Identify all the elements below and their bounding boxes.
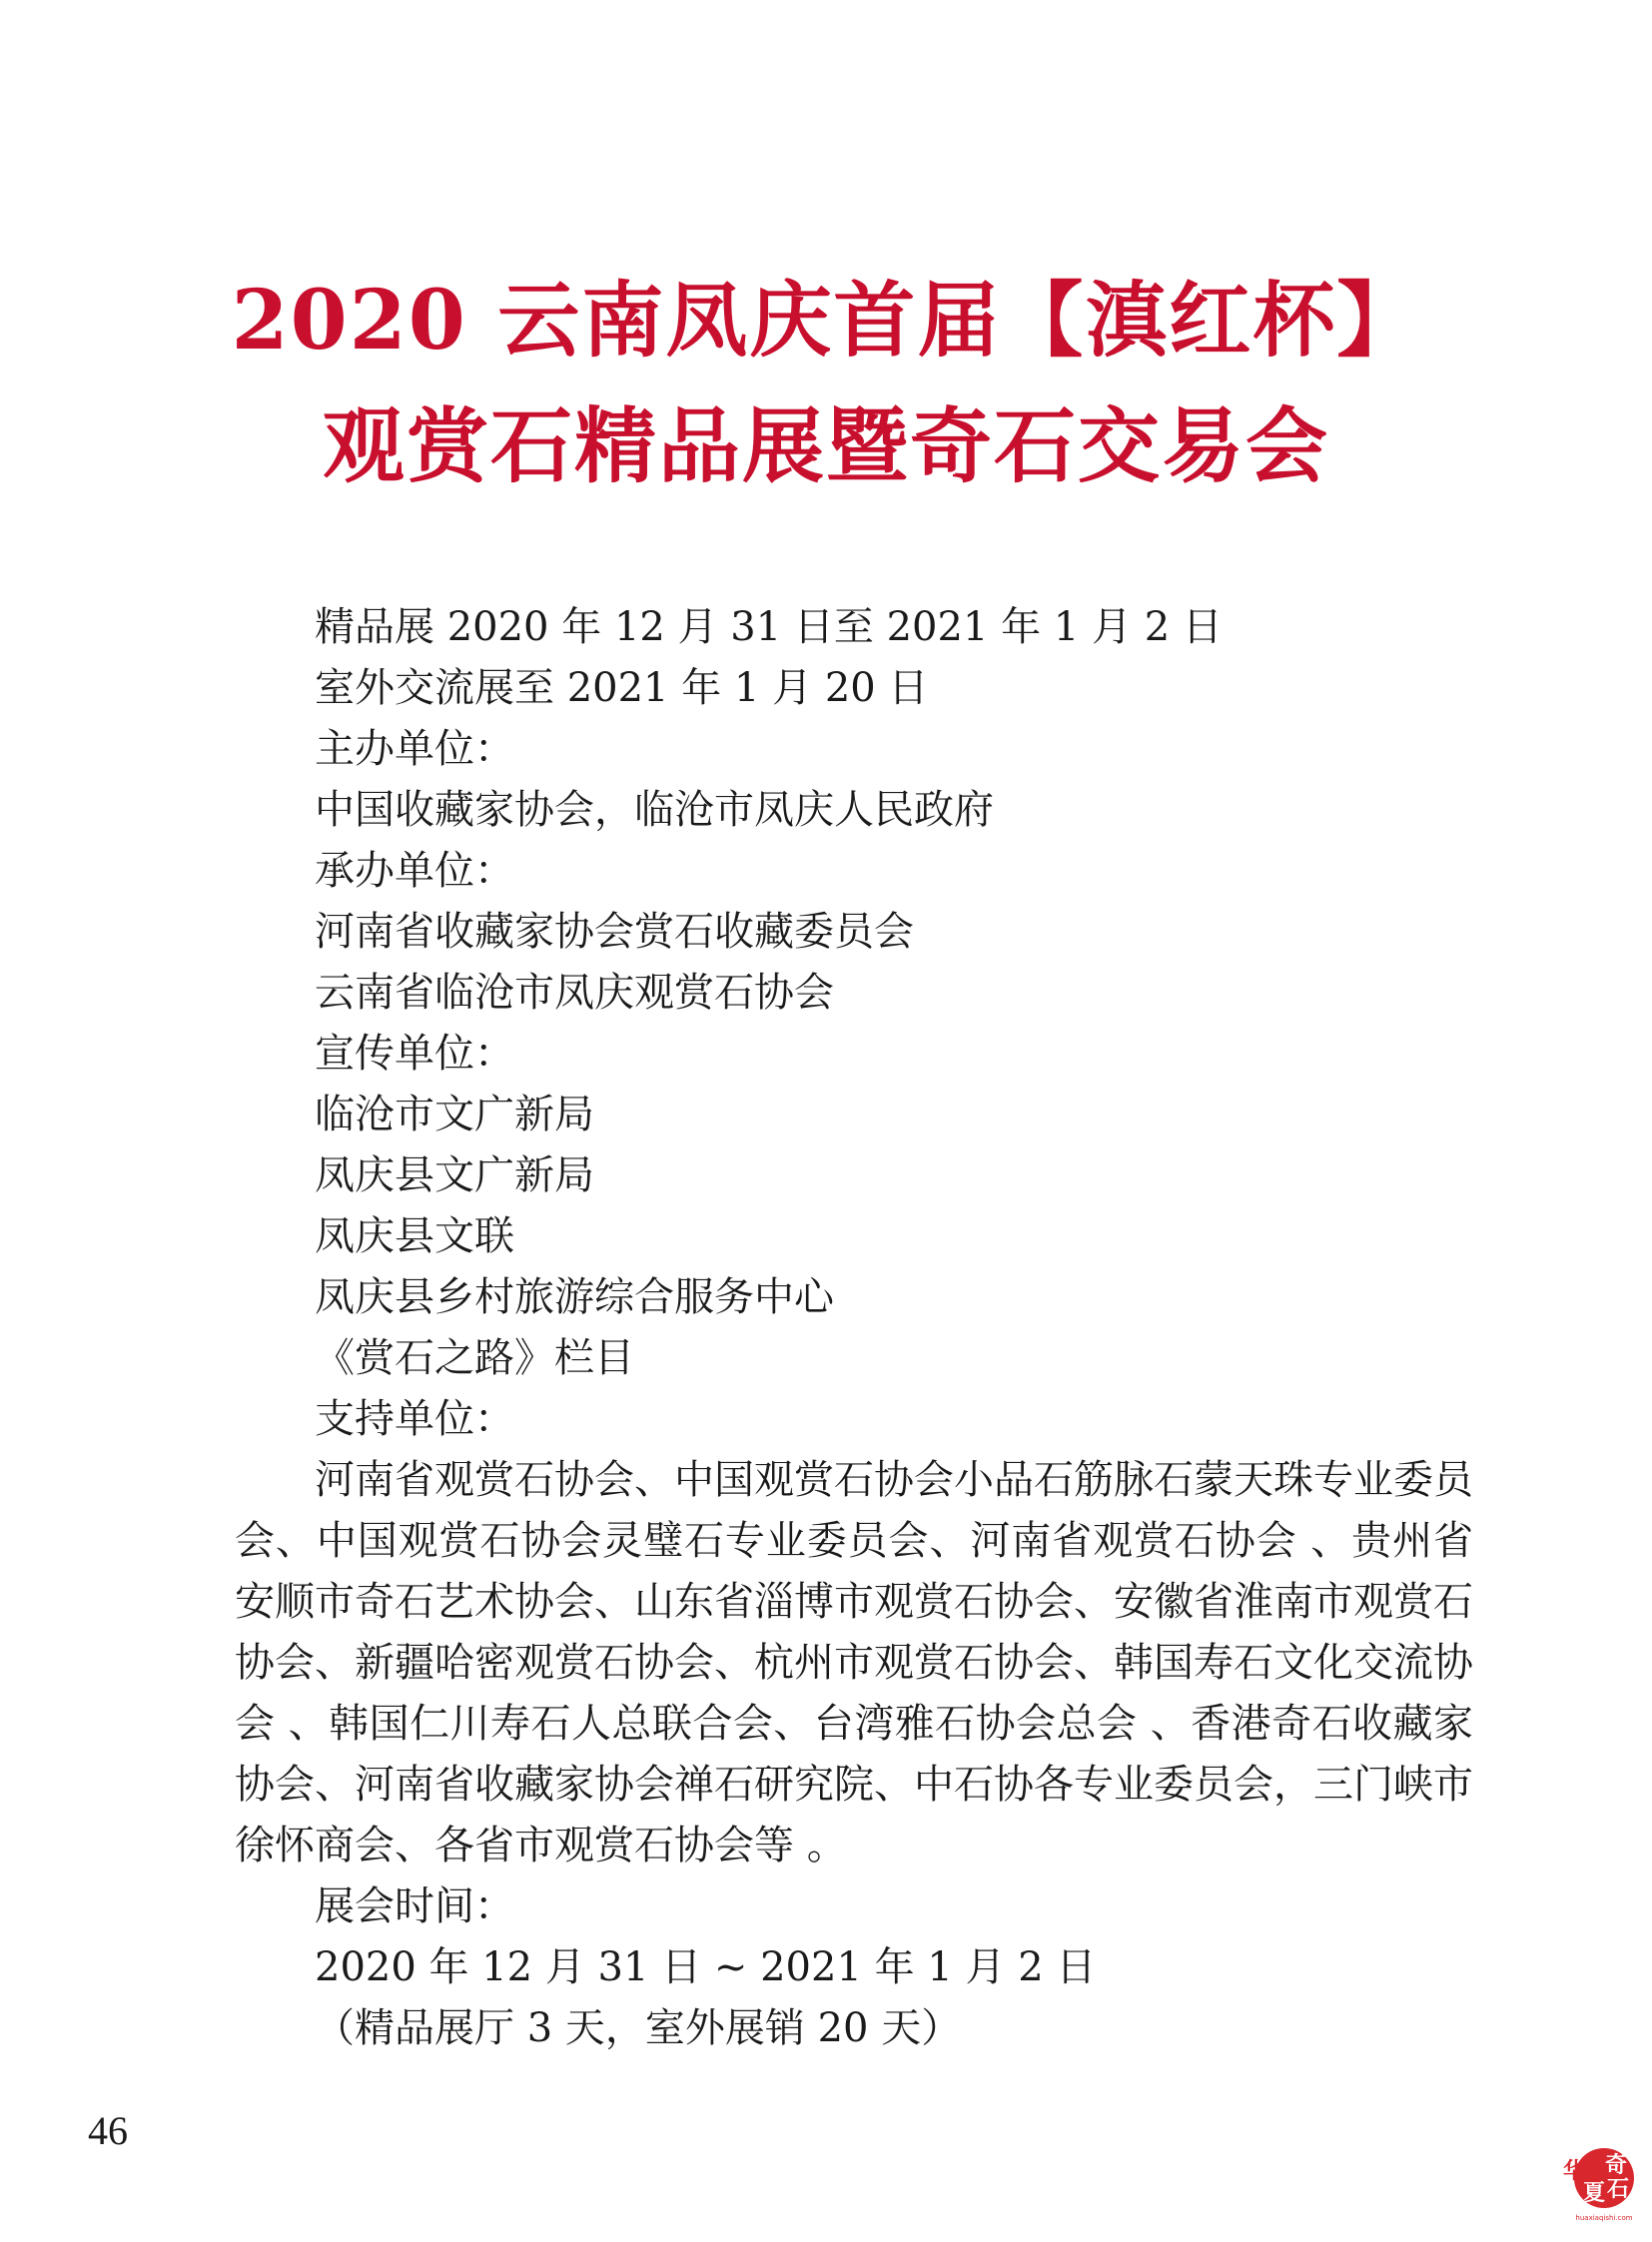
- section-heading-host: 主办单位：: [315, 726, 514, 772]
- page-number: 46: [88, 2108, 128, 2153]
- watermark-logo-icon: [1558, 2142, 1642, 2226]
- body-line: 2020 年 12 月 31 日 ~ 2021 年 1 月 2 日: [315, 1944, 1097, 1990]
- body-line: （精品展厅 3 天，室外展销 20 天）: [315, 2005, 962, 2051]
- body-line: 凤庆县乡村旅游综合服务中心: [315, 1274, 834, 1320]
- body-line: 中国收藏家协会，临沧市凤庆人民政府: [315, 787, 994, 833]
- section-heading-publicity: 宣传单位：: [315, 1031, 514, 1077]
- watermark-char-a: 奇: [1604, 2153, 1628, 2178]
- watermark-url: huaxiaqishi.com: [1575, 2214, 1633, 2222]
- page-title: [0, 258, 1652, 509]
- body-line: 室外交流展至 2021 年 1 月 20 日: [315, 665, 929, 711]
- watermark-char-d: 夏: [1582, 2181, 1606, 2206]
- body-line: 凤庆县文联: [315, 1213, 514, 1259]
- section-heading-support: 支持单位：: [315, 1396, 514, 1442]
- body-line: 河南省收藏家协会赏石收藏委员会: [315, 909, 914, 955]
- watermark-char-c: 华: [1562, 2159, 1586, 2184]
- section-heading-time: 展会时间：: [315, 1883, 514, 1929]
- body-line: 云南省临沧市凤庆观赏石协会: [315, 970, 834, 1016]
- body-line: 临沧市文广新局: [315, 1092, 594, 1137]
- body-line: 《赏石之路》栏目: [315, 1335, 634, 1381]
- title-line-1: 2020 云南凤庆首届【滇红杯】: [231, 273, 1421, 369]
- title-line-2: 观赏石精品展暨奇石交易会: [322, 398, 1329, 494]
- section-heading-organizer: 承办单位：: [315, 848, 514, 894]
- watermark-char-b: 石: [1606, 2177, 1630, 2202]
- support-paragraph: 河南省观赏石协会、中国观赏石协会小品石筋脉石蒙天珠专业委员会、中国观赏石协会灵璧石专业委员会、河南省观赏石协会 、贵州省安顺市奇石艺术协会、山东省淄博市观赏石协会、安徽省淮南市观赏石协会、新疆哈密观赏石协会、杭州市观赏石协会、韩国寿石文化交流协会 、韩国仁川寿石人总联合会、台湾雅石协会总会 、香港奇石收藏家协会、河南省收藏家协会禅石研究院、中石协各专业委员会，三门峡市徐怀商会、各省市观赏石协会等 。: [235, 1457, 1473, 1868]
- document-body: [235, 597, 1473, 2059]
- body-line: 精品展 2020 年 12 月 31 日至 2021 年 1 月 2 日: [315, 604, 1223, 650]
- body-line: 凤庆县文广新局: [315, 1152, 594, 1198]
